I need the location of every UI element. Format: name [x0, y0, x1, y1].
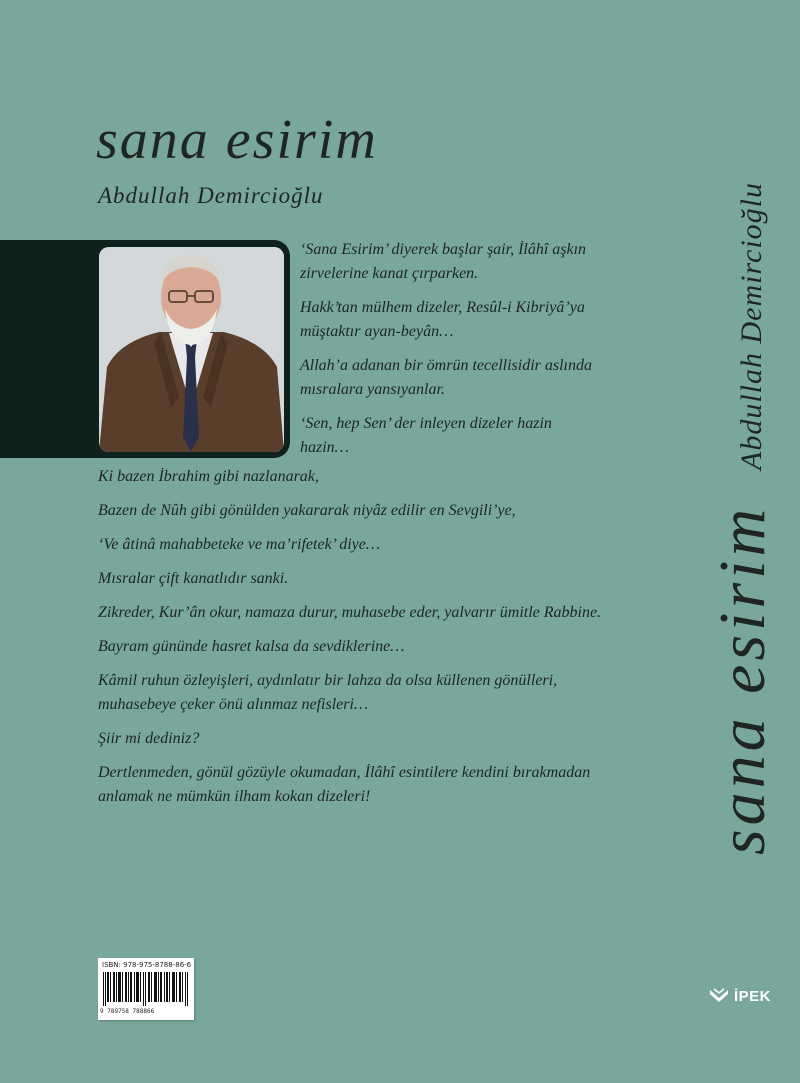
blurb-paragraph: Şiir mi dediniz? — [98, 730, 200, 747]
spine-title: sana esirim — [706, 504, 779, 855]
barcode-icon — [103, 972, 189, 1006]
blurb-paragraph: Ki bazen İbrahim gibi nazlanarak, — [98, 468, 319, 485]
blurb-paragraph: ‘Sana Esirim’ diyerek başlar şair, İlâhî aşkın zirvelerine kanat çırparken. — [300, 241, 587, 282]
cover-title: sana esirim — [96, 109, 378, 171]
blurb-paragraph: Allah’a adanan bir ömrün tecellisidir aslında mısralara yansıyanlar. — [300, 357, 592, 398]
blurb-paragraph: Zikreder, Kur’ân okur, namaza durur, muhasebe eder, yalvarır ümitle Rabbine. — [98, 604, 602, 621]
top-blurb — [300, 238, 600, 470]
barcode-digits: 9 789758 788866 — [100, 1008, 155, 1015]
cover-author: Abdullah Demircioğlu — [98, 183, 324, 208]
spine-author: Abdullah Demircioğlu — [735, 181, 768, 470]
blurb-paragraph: Hakk’tan mülhem dizeler, Resûl-i Kibriyâ’ya müştaktır ayan-beyân… — [300, 299, 585, 340]
isbn-label: ISBN: 978-975-8788-86-6 — [102, 961, 192, 969]
blurb-paragraph: Kâmil ruhun özleyişleri, aydınlatır bir lahza da olsa küllenen gönülleri, muhasebeye çeker önü alınmaz nefisleri… — [98, 672, 558, 713]
blurb-paragraph: Bazen de Nûh gibi gönülden yakararak niyâz edilir en Sevgili’ye, — [98, 502, 516, 519]
publisher-logo — [708, 986, 771, 1006]
barcode-box — [98, 958, 194, 1020]
publisher-logo-icon — [708, 986, 730, 1006]
blurb-paragraph: Bayram gününde hasret kalsa da sevdiklerine… — [98, 638, 405, 655]
blurb-paragraph: Dertlenmeden, gönül gözüyle okumadan, İlâhî esintilere kendini bırakmadan anlamak ne mümkün ilham kokan dizeleri! — [98, 764, 591, 805]
blurb-paragraph: Mısralar çift kanatlıdır sanki. — [98, 570, 289, 587]
blurb-paragraph: ‘Ve âtinâ mahabbeteke ve ma’rifetek’ diye… — [98, 536, 381, 553]
lower-blurb — [98, 465, 603, 819]
publisher-name: İPEK — [734, 987, 772, 1005]
author-photo — [99, 247, 284, 452]
blurb-paragraph: ‘Sen, hep Sen’ der inleyen dizeler hazin hazin… — [300, 415, 552, 456]
